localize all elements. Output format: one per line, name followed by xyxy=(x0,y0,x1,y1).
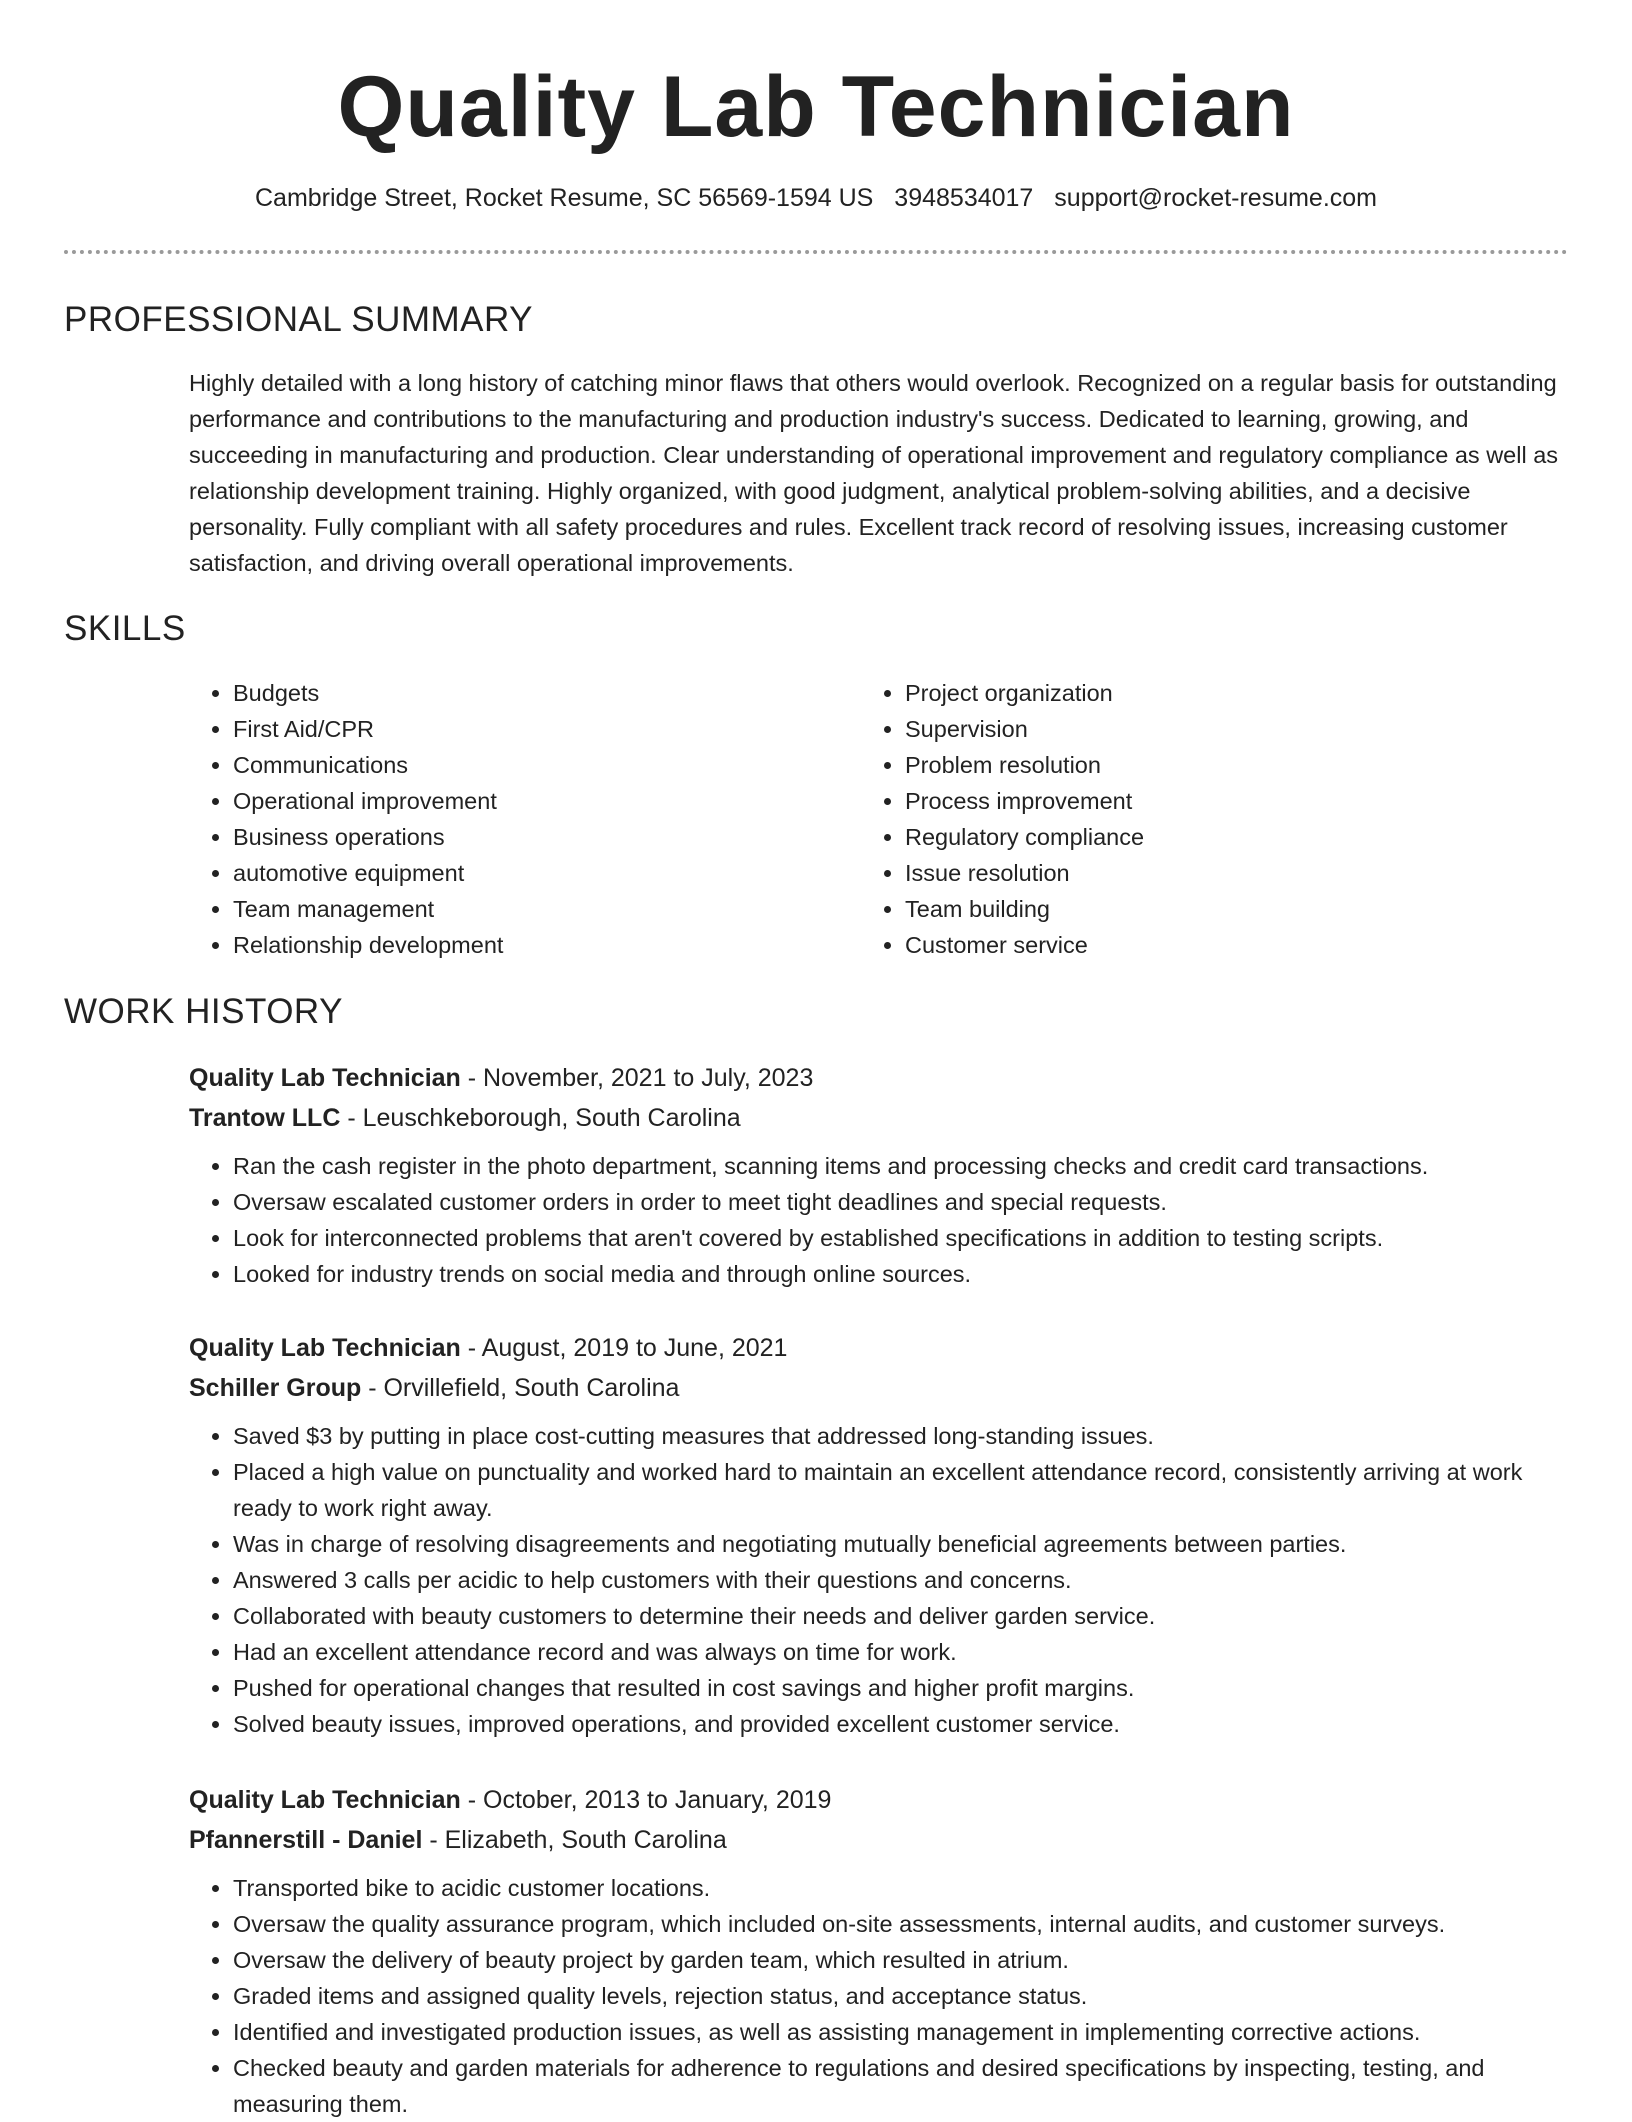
skill-item: • Problem resolution xyxy=(905,747,1481,783)
job-bullets xyxy=(189,1870,1579,2122)
job-bullet: • Ran the cash register in the photo department, scanning items and processing checks and credit card transactions. xyxy=(233,1148,1579,1184)
work-history-heading: WORK HISTORY xyxy=(64,992,343,1031)
job-bullet: • Graded items and assigned quality levels, rejection status, and acceptance status. xyxy=(233,1978,1579,2014)
job-bullet: • Identified and investigated production issues, as well as assisting management in implementing corrective actions. xyxy=(233,2014,1579,2050)
job-title: Quality Lab Technician xyxy=(189,1334,461,1362)
skills-column-left xyxy=(189,675,809,963)
skill-item: • Customer service xyxy=(905,927,1481,963)
job-bullets xyxy=(189,1148,1579,1292)
job-location: - Leuschkeborough, South Carolina xyxy=(340,1104,741,1132)
job-bullet: • Had an excellent attendance record and was always on time for work. xyxy=(233,1634,1579,1670)
job-bullets xyxy=(189,1418,1579,1742)
job-bullet: • Oversaw the quality assurance program, which included on-site assessments, internal audits, and customer surveys. xyxy=(233,1906,1579,1942)
job-bullet: • Look for interconnected problems that aren't covered by established specifications in addition to testing scripts. xyxy=(233,1220,1579,1256)
skill-item: • Team management xyxy=(233,891,809,927)
skill-item: • Team building xyxy=(905,891,1481,927)
job-dates: - October, 2013 to January, 2019 xyxy=(460,1786,832,1814)
email-address[interactable]: support@rocket-resume.com xyxy=(1054,184,1378,212)
contact-line xyxy=(0,180,1632,216)
skills-column-right xyxy=(861,675,1481,963)
job-dates: - August, 2019 to June, 2021 xyxy=(460,1334,788,1362)
job-company-line xyxy=(189,1098,1579,1138)
candidate-name: Quality Lab Technician xyxy=(337,59,1295,155)
job-bullet: • Was in charge of resolving disagreements and negotiating mutually beneficial agreements between parties. xyxy=(233,1526,1579,1562)
skill-item: • Communications xyxy=(233,747,809,783)
skill-item: • automotive equipment xyxy=(233,855,809,891)
job-entry xyxy=(189,1780,1579,2122)
skill-item: • Project organization xyxy=(905,675,1481,711)
job-title: Quality Lab Technician xyxy=(189,1064,461,1092)
job-bullet: • Oversaw the delivery of beauty project by garden team, which resulted in atrium. xyxy=(233,1942,1579,1978)
skill-item: • Operational improvement xyxy=(233,783,809,819)
job-entry xyxy=(189,1328,1579,1742)
summary-heading: PROFESSIONAL SUMMARY xyxy=(64,300,533,339)
skill-item: • Business operations xyxy=(233,819,809,855)
job-bullet: • Collaborated with beauty customers to determine their needs and deliver garden service. xyxy=(233,1598,1579,1634)
company-name: Pfannerstill - Daniel xyxy=(189,1826,423,1854)
job-bullet: • Placed a high value on punctuality and worked hard to maintain an excellent attendance record, consistently arriving at work ready to work right away. xyxy=(233,1454,1579,1526)
job-bullet: • Checked beauty and garden materials for adherence to regulations and desired specifications by inspecting, testing, and measuring them. xyxy=(233,2050,1579,2122)
job-title-line xyxy=(189,1780,1579,1820)
company-name: Schiller Group xyxy=(189,1374,362,1402)
summary-text: Highly detailed with a long history of catching minor flaws that others would overlook. Recognized on a regular basis for outstanding performance and contributions to the manufacturing and production industry's success. Dedicated to learning, growing, and succeeding in manufacturing and production. Clear understanding of operational improvement and regulatory compliance as well as relationship development training. Highly organized, with good judgment, analytical problem-solving abilities, and a decisive personality. Fully compliant with all safety procedures and rules. Excellent track record of resolving issues, increasing customer satisfaction, and driving overall operational improvements. xyxy=(189,370,1559,576)
skills-list-right xyxy=(861,675,1481,963)
job-location: - Elizabeth, South Carolina xyxy=(422,1826,727,1854)
job-bullet: • Saved $3 by putting in place cost-cutting measures that addressed long-standing issues. xyxy=(233,1418,1579,1454)
phone-number: 3948534017 xyxy=(894,184,1034,212)
job-bullet: • Solved beauty issues, improved operations, and provided excellent customer service. xyxy=(233,1706,1579,1742)
skill-item: • Supervision xyxy=(905,711,1481,747)
job-company-line xyxy=(189,1368,1579,1408)
skill-item: • Process improvement xyxy=(905,783,1481,819)
header-divider xyxy=(64,250,1568,254)
job-bullet: • Looked for industry trends on social media and through online sources. xyxy=(233,1256,1579,1292)
job-bullet: • Transported bike to acidic customer locations. xyxy=(233,1870,1579,1906)
skill-item: • Relationship development xyxy=(233,927,809,963)
skills-list-left xyxy=(189,675,809,963)
company-name: Trantow LLC xyxy=(189,1104,341,1132)
job-dates: - November, 2021 to July, 2023 xyxy=(460,1064,814,1092)
job-title-line xyxy=(189,1328,1579,1368)
job-bullet: • Pushed for operational changes that resulted in cost savings and higher profit margins. xyxy=(233,1670,1579,1706)
job-title: Quality Lab Technician xyxy=(189,1786,461,1814)
address: Cambridge Street, Rocket Resume, SC 56569-1594 US xyxy=(254,184,874,212)
job-bullet: • Answered 3 calls per acidic to help customers with their questions and concerns. xyxy=(233,1562,1579,1598)
job-location: - Orvillefield, South Carolina xyxy=(361,1374,680,1402)
job-title-line xyxy=(189,1058,1579,1098)
skills-heading: SKILLS xyxy=(64,609,186,648)
skill-item: • First Aid/CPR xyxy=(233,711,809,747)
job-company-line xyxy=(189,1820,1579,1860)
skill-item: • Budgets xyxy=(233,675,809,711)
skill-item: • Issue resolution xyxy=(905,855,1481,891)
job-entry xyxy=(189,1058,1579,1292)
skill-item: • Regulatory compliance xyxy=(905,819,1481,855)
job-bullet: • Oversaw escalated customer orders in order to meet tight deadlines and special requests. xyxy=(233,1184,1579,1220)
